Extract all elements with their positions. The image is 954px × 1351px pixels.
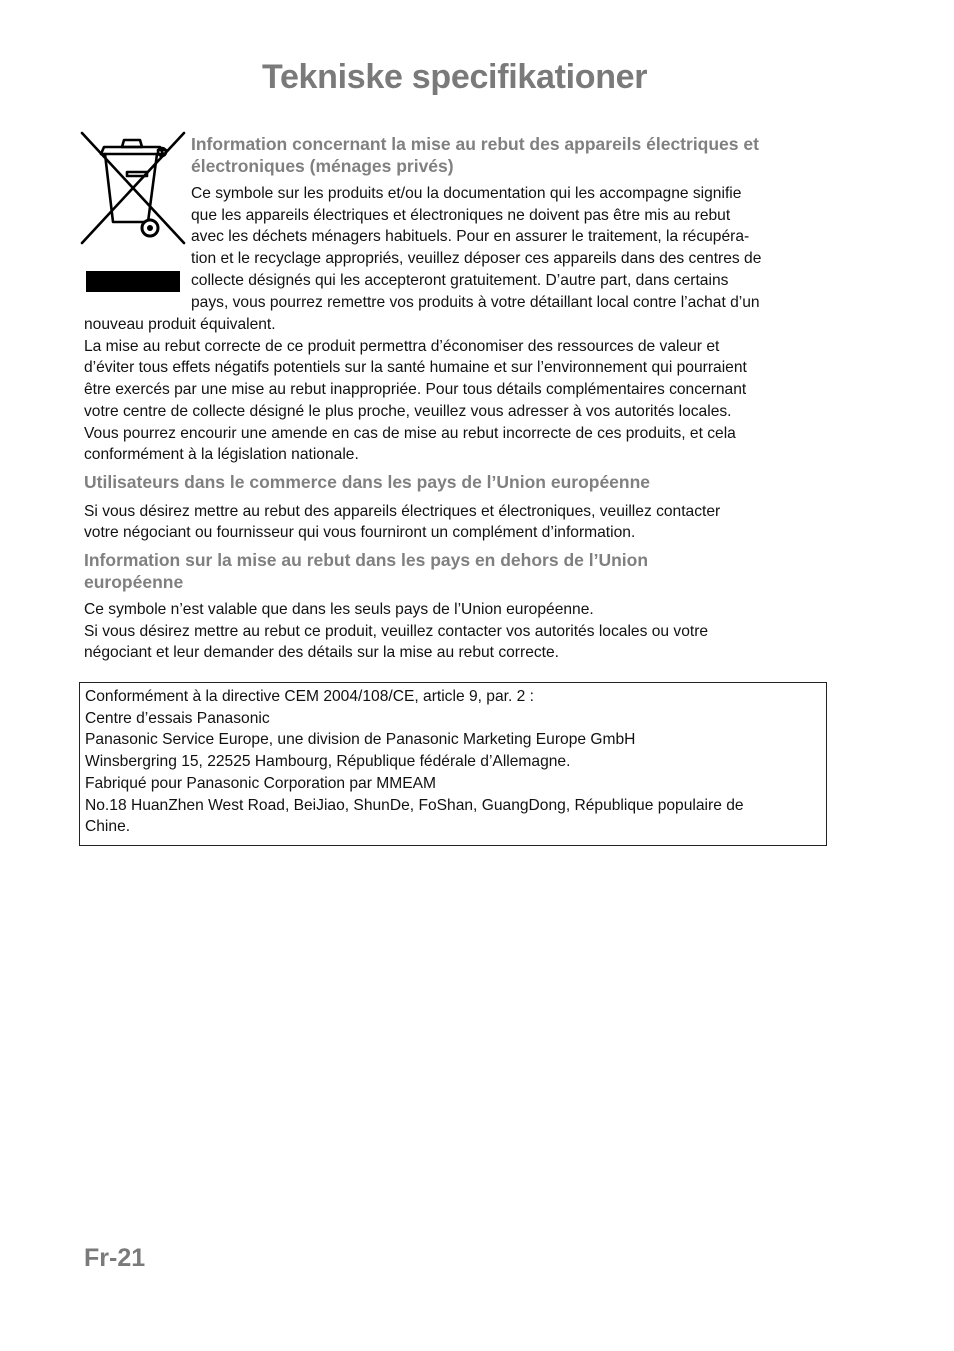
heading-line: Information concernant la mise au rebut des appareils électriques et [191, 134, 759, 154]
notice-line: Fabriqué pour Panasonic Corporation par MMEAM [85, 774, 437, 792]
body-line: que les appareils électriques et électroniques ne doivent pas être mis au rebut [191, 206, 731, 224]
black-bar-marker [86, 271, 180, 292]
body-line: nouveau produit équivalent. [84, 316, 276, 333]
body-line: négociant et leur demander des détails sur la mise au rebut correcte. [84, 644, 560, 662]
body-line: collecte désignés qui les accepteront gratuitement. D’autre part, dans certains [191, 271, 729, 289]
body-line: Ce symbole sur les produits et/ou la documentation qui les accompagne signifie [191, 185, 742, 202]
body-line: Ce symbole n’est valable que dans les seuls pays de l’Union européenne. [84, 601, 594, 618]
body-line: pays, vous pourrez remettre vos produits à votre détaillant local contre l’achat d’un [191, 293, 760, 311]
notice-line: Chine. [85, 818, 131, 836]
section-body [191, 183, 841, 313]
notice-line: Panasonic Service Europe, une division de Panasonic Marketing Europe GmbH [85, 731, 636, 749]
body-line: être exercés par une mise au rebut inappropriée. Pour tous détails complémentaires concernant [84, 381, 747, 399]
body-line: La mise au rebut correcte de ce produit permettra d’économiser des ressources de valeur et [84, 337, 720, 355]
page-number: Fr-21 [84, 1244, 146, 1272]
crossed-out-wheelie-bin-icon [80, 130, 188, 246]
body-line: conformément à la législation nationale. [84, 446, 359, 464]
heading-line: européenne [84, 571, 184, 592]
notice-line: Conformément à la directive CEM 2004/108/CE, article 9, par. 2 : [85, 688, 534, 705]
notice-line: Winsbergring 15, 22525 Hambourg, République fédérale d’Allemagne. [85, 753, 571, 771]
heading-line: électroniques (ménages privés) [191, 155, 454, 176]
body-line: d’éviter tous effets négatifs potentiels sur la santé humaine et sur l’environnement qui pourraient [84, 359, 747, 377]
notice-line: Centre d’essais Panasonic [85, 709, 270, 727]
non-eu-section [84, 550, 844, 664]
body-line: tion et le recyclage appropriés, veuillez déposer ces appareils dans des centres de [191, 250, 762, 268]
body-line: votre centre de collecte désigné le plus proche, veuillez vous adresser à vos autorités locales. [84, 402, 732, 420]
section-heading: Utilisateurs dans le commerce dans les pays de l’Union européenne [84, 472, 651, 492]
body-line: Si vous désirez mettre au rebut des appareils électriques et électroniques, veuillez contacter [84, 502, 721, 520]
body-line: Vous pourrez encourir une amende en cas de mise au rebut incorrecte de ces produits, et cela [84, 424, 736, 442]
emc-directive-notice-box [79, 682, 827, 846]
body-line: Si vous désirez mettre au rebut ce produit, veuillez contacter vos autorités locales ou votre [84, 622, 709, 640]
section-heading [84, 550, 844, 593]
page-title: Tekniske specifikationer [262, 58, 648, 96]
section-body [84, 314, 844, 466]
body-line: avec les déchets ménagers habituels. Pour en assurer le traitement, la récupéra- [191, 228, 750, 246]
heading-line: Information sur la mise au rebut dans les pays en dehors de l’Union [84, 550, 649, 570]
disposal-info-section [191, 134, 841, 313]
section-heading [191, 134, 841, 177]
notice-line: No.18 HuanZhen West Road, BeiJiao, ShunDe, FoShan, GuangDong, République populaire de [85, 796, 744, 814]
body-line: votre négociant ou fournisseur qui vous fourniront un complément d’information. [84, 524, 636, 542]
disposal-info-continued [84, 314, 844, 466]
business-users-section [84, 472, 844, 544]
section-body [84, 599, 844, 664]
section-body [84, 501, 844, 544]
